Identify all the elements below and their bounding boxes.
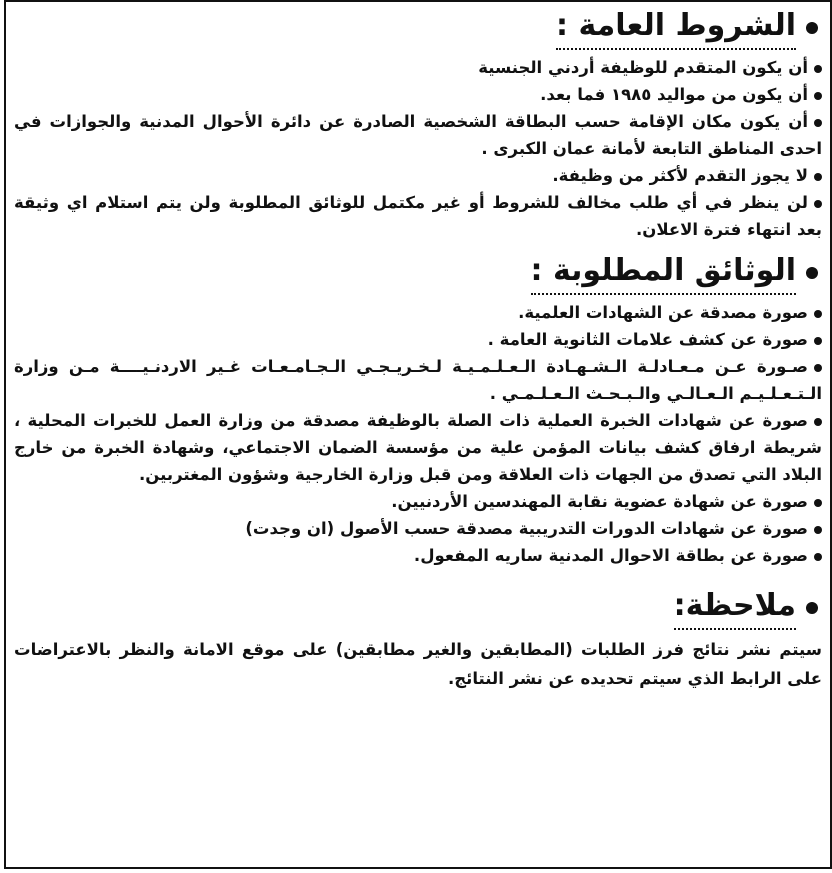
bullet-icon (814, 173, 822, 181)
note-text: سيتم نشر نتائج فرز الطلبات (المطابقين والغير مطابقين) على موقع الامانة والنظر بالاعتراضات على الرابط الذي سيتم تحديده عن نشر النتائج. (14, 640, 822, 688)
list-item: صورة عن شهادات الخبرة العملية ذات الصلة بالوظيفة مصدقة من وزارة العمل للخبرات المحلية ، شريطة ارفاق كشف بيانات المؤمن علية من مؤسسة الضمان الاجتماعي، وشهادة الخبرة من خارج البلاد التي تصدق من الجهات ذات العلاقة ومن قبل وزارة الخارجية وشؤون المغتربين. (14, 411, 822, 484)
bullet-icon (814, 119, 822, 127)
required-documents-title: الوثائق المطلوبة : (531, 251, 796, 295)
heading-bullet-icon (806, 267, 818, 279)
required-documents-list (14, 299, 822, 569)
heading-bullet-icon (806, 22, 818, 34)
bullet-icon (814, 553, 822, 561)
bullet-icon (814, 364, 822, 372)
bullet-icon (814, 92, 822, 100)
announcement-page (4, 0, 832, 869)
general-conditions-heading (14, 2, 822, 54)
bullet-icon (814, 310, 822, 318)
general-conditions-list (14, 54, 822, 243)
note-heading (14, 581, 822, 635)
bullet-icon (814, 499, 822, 507)
list-item: صورة مصدقة عن الشهادات العلمية. (14, 299, 822, 326)
list-item: صورة عن بطاقة الاحوال المدنية ساريه المفعول. (14, 542, 822, 569)
general-conditions-title: الشروط العامة : (556, 6, 796, 50)
note-title: ملاحظة: (674, 586, 796, 630)
list-item: صورة عن شهادات الدورات التدريبية مصدقة حسب الأصول (ان وجدت) (14, 515, 822, 542)
list-item: لا يجوز التقدم لأكثر من وظيفة. (14, 162, 822, 189)
required-documents-heading (14, 247, 822, 299)
announcement-content (6, 2, 830, 693)
bullet-icon (814, 526, 822, 534)
bullet-icon (814, 200, 822, 208)
bullet-icon (814, 65, 822, 73)
list-item: أن يكون المتقدم للوظيفة أردني الجنسية (14, 54, 822, 81)
list-item: صـورة عـن مـعـادلـة الـشـهـادة الـعـلـمـيـة لـخـريـجـي الـجـامـعـات غـير الاردنـيــــة مـن وزارة الـتـعـلـيـم الـعـالـي والـبـحـث الـعـلـمـي . (14, 357, 822, 403)
heading-bullet-icon (806, 602, 818, 614)
list-item: صورة عن شهادة عضوية نقابة المهندسين الأردنيين. (14, 488, 822, 515)
bullet-icon (814, 418, 822, 426)
list-item: أن يكون من مواليد ١٩٨٥ فما بعد. (14, 81, 822, 108)
bullet-icon (814, 337, 822, 345)
list-item: أن يكون مكان الإقامة حسب البطاقة الشخصية الصادرة عن دائرة الأحوال المدنية والجوازات في احدى المناطق التابعة لأمانة عمان الكبرى . (14, 112, 822, 158)
list-item: لن ينظر في أي طلب مخالف للشروط أو غير مكتمل للوثائق المطلوبة ولن يتم استلام اي وثيقة بعد انتهاء فترة الاعلان. (14, 193, 822, 239)
list-item: صورة عن كشف علامات الثانوية العامة . (14, 326, 822, 353)
